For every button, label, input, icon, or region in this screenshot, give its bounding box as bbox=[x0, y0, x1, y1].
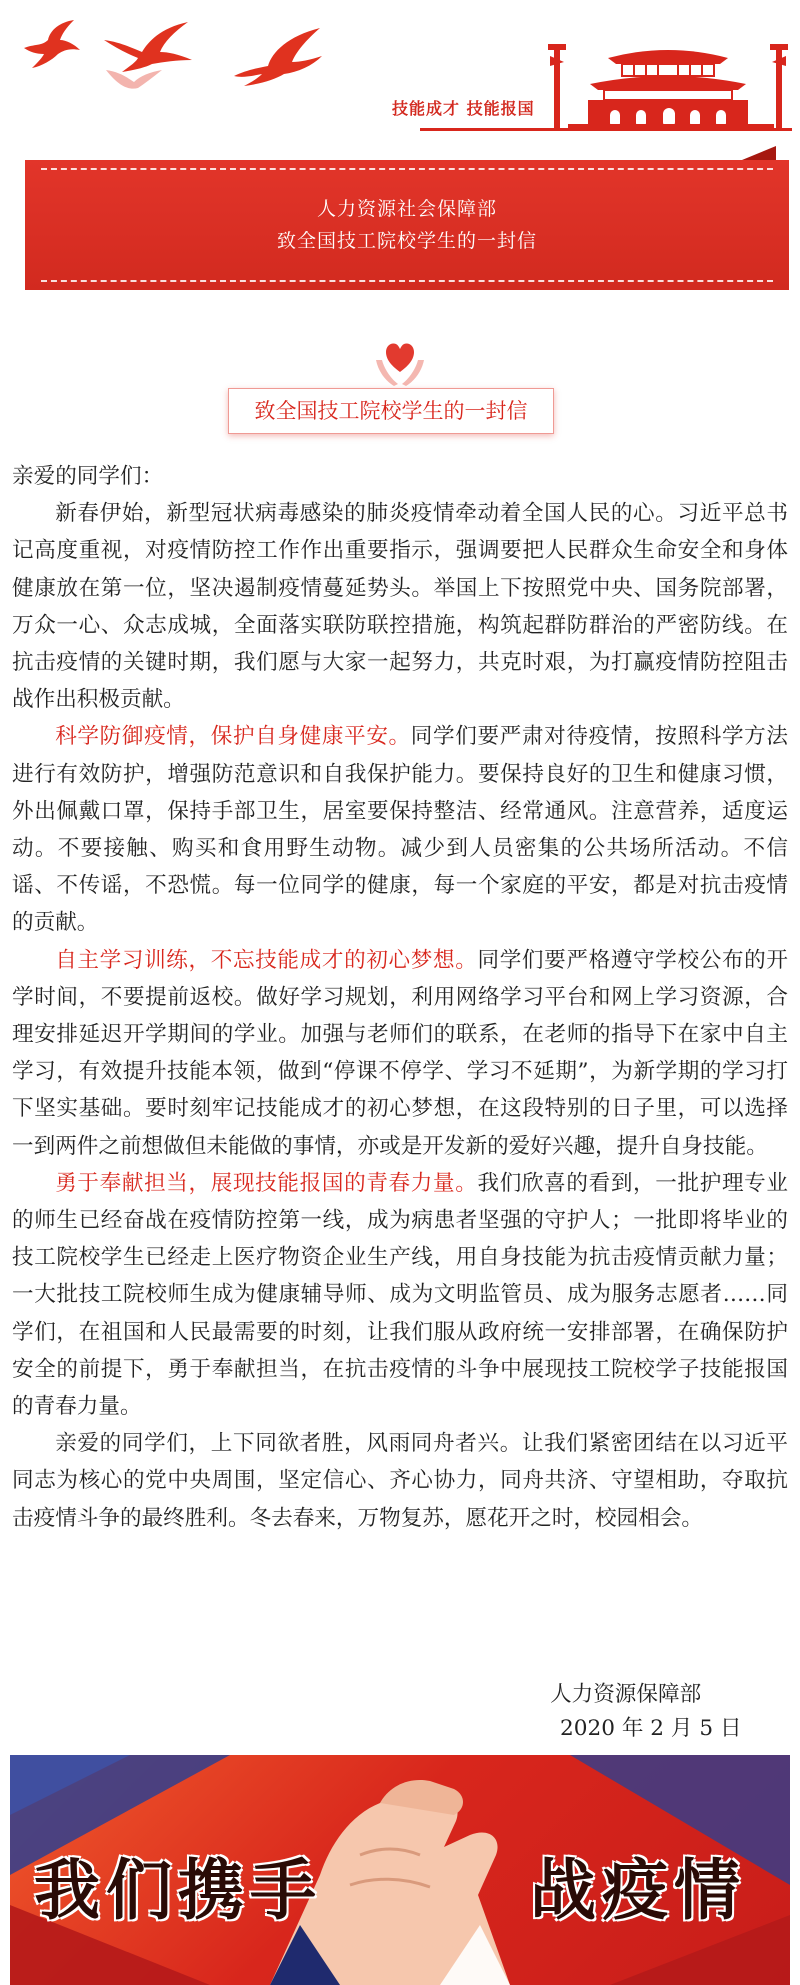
paragraph-3-text: 同学们要严格遵守学校公布的开学时间，不要提前返校。做好学习规划，利用网络学习平台和网上学习资源，合理安排延迟开学期间的学业。加强与老师们的联系，在老师的指导下在家中自主学习，有效提升技能本领，做到“停课不停学、学习不延期”，为新学期的学习打下坚实基础。要时刻牢记技能成才的初心梦想，在这段特别的日子里，可以选择一到两件之前想做但未能做的事情，亦或是开发新的爱好兴趣，提升自身技能。 bbox=[12, 947, 788, 1159]
paragraph-4-text: 我们欣喜的看到，一批护理专业的师生已经奋战在疫情防控第一线，成为病患者坚强的守护人；一批即将毕业的技工院校学生已经走上医疗物资企业生产线，用自身技能为抗击疫情贡献力量；一大批技工院校师生成为健康辅导师、成为文明监管员、成为服务志愿者……同学们，在祖国和人民最需要的时刻，让我们服从政府统一安排部署，在确保防护安全的前提下，勇于奉献担当，在抗击疫情的斗争中展现技工院校学子技能报国的青春力量。 bbox=[12, 1170, 788, 1420]
letter-date: 2020 年 2 月 5 日 bbox=[560, 1716, 742, 1741]
bottom-slogan-left: 我们携手 bbox=[34, 1851, 322, 1929]
bottom-banner bbox=[10, 1755, 790, 1985]
letter-paragraph-4 bbox=[12, 1165, 788, 1425]
letter-paragraph-1: 新春伊始，新型冠状病毒感染的肺炎疫情牵动着全国人民的心。习近平总书记高度重视，对疫情防控工作作出重要指示，强调要把人民群众生命安全和身体健康放在第一位，坚决遏制疫情蔓延势头。举国上下按照党中央、国务院部署，万众一心、众志成城，全面落实联防联控措施，构筑起群防群治的严密防线。在抗击疫情的关键时期，我们愿与大家一起努力，共克时艰，为打赢疫情防控阻击战作出积极贡献。 bbox=[12, 501, 788, 713]
paragraph-2-heading: 科学防御疫情，保护自身健康平安。 bbox=[55, 724, 411, 750]
dove-icon bbox=[232, 26, 324, 88]
banner-ministry: 人力资源社会保障部 bbox=[316, 198, 497, 220]
header-divider bbox=[420, 128, 792, 131]
banner-dash-top bbox=[41, 168, 773, 170]
letter-paragraph-3 bbox=[12, 942, 788, 1165]
banner-dash-bottom bbox=[41, 280, 773, 282]
banner-fold bbox=[742, 146, 776, 160]
bottom-slogan-right: 战疫情 bbox=[530, 1851, 746, 1929]
paragraph-3-heading: 自主学习训练，不忘技能成才的初心梦想。 bbox=[55, 947, 478, 973]
dove-icon bbox=[104, 66, 164, 92]
letter-body bbox=[12, 458, 788, 1537]
title-banner bbox=[25, 160, 789, 290]
letter-signature: 人力资源保障部 bbox=[550, 1682, 702, 1707]
paragraph-4-heading: 勇于奉献担当，展现技能报国的青春力量。 bbox=[55, 1170, 478, 1196]
tiananmen-gate-icon bbox=[548, 28, 794, 136]
letter-subtitle: 致全国技工院校学生的一封信 bbox=[228, 388, 554, 434]
slogan: 技能成才 技能报国 bbox=[392, 99, 535, 118]
dove-icon bbox=[20, 18, 82, 70]
letter-paragraph-5: 亲爱的同学们，上下同欲者胜，风雨同舟者兴。让我们紧密团结在以习近平同志为核心的党中央周围，坚定信心、齐心协力，同舟共济、守望相助，夺取抗击疫情斗争的最终胜利。冬去春来，万物复苏，愿花开之时，校园相会。 bbox=[12, 1431, 788, 1531]
letter-greeting: 亲爱的同学们： bbox=[12, 464, 164, 489]
paragraph-2-text: 同学们要严肃对待疫情，按照科学方法进行有效防护，增强防范意识和自我保护能力。要保持良好的卫生和健康习惯，外出佩戴口罩，保持手部卫生，居室要保持整洁、经常通风。注意营养，适度运动。不要接触、购买和食用野生动物。减少到人员密集的公共场所活动。不信谣、不传谣，不恐慌。每一位同学的健康，每一个家庭的平安，都是对抗击疫情的贡献。 bbox=[12, 724, 788, 936]
heart-hands-icon bbox=[372, 338, 428, 388]
letter-paragraph-2 bbox=[12, 718, 788, 941]
banner-title: 致全国技工院校学生的一封信 bbox=[276, 230, 537, 252]
